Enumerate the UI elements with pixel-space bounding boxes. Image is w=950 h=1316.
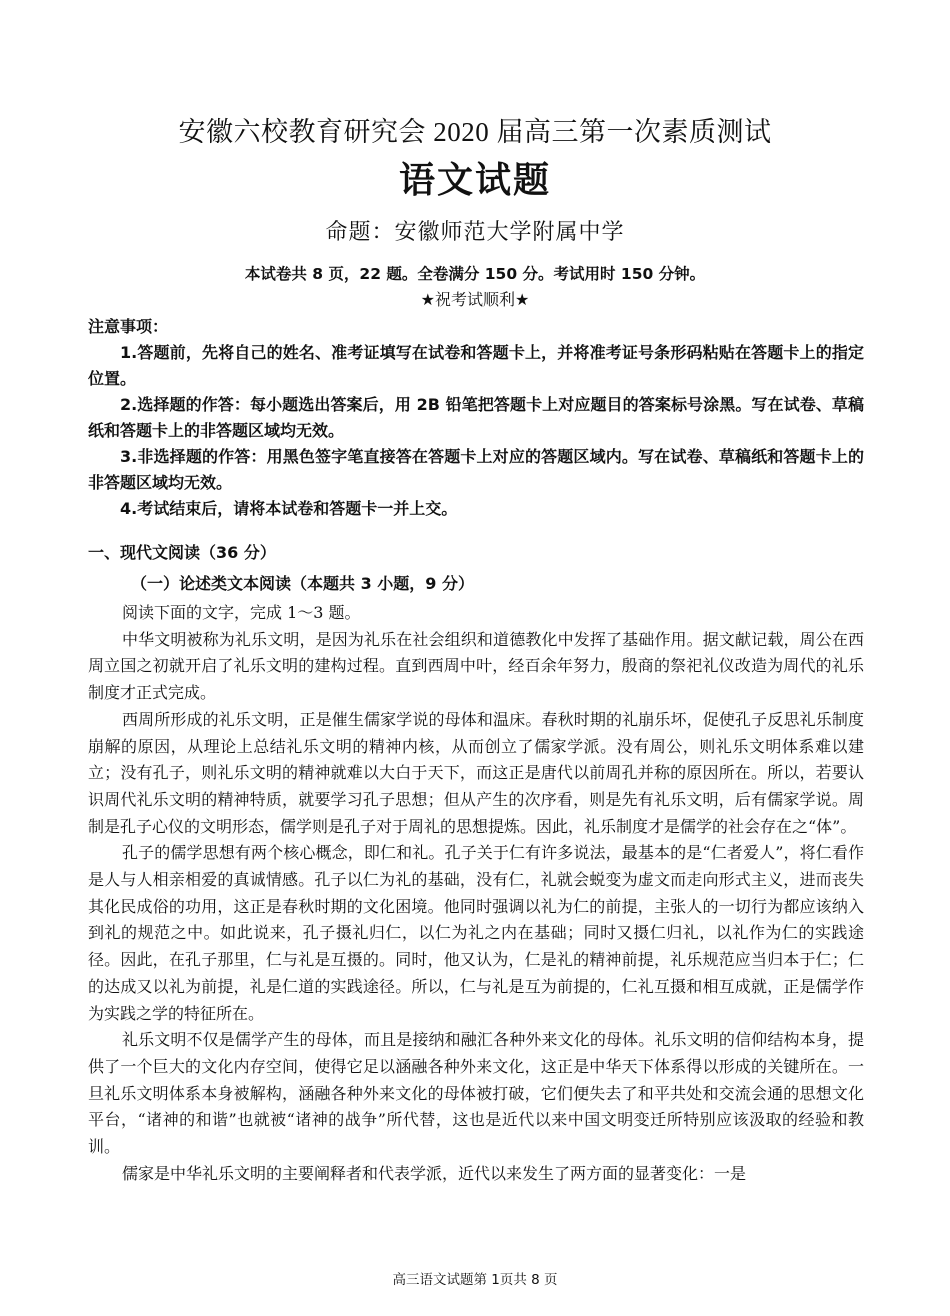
note-item: 2.选择题的作答：每小题选出答案后，用 2B 铅笔把答题卡上对应题目的答案标号涂黑。写在试卷、草稿纸和答题卡上的非答题区域均无效。 [88, 395, 864, 440]
paragraph: 孔子的儒学思想有两个核心概念，即仁和礼。孔子关于仁有许多说法，最基本的是“仁者爱人”，将仁看作是人与人相亲相爱的真诚情感。孔子以仁为礼的基础，没有仁，礼就会蜕变为虚文而走向形式主义，进而丧失其化民成俗的功用，这正是春秋时期的文化困境。他同时强调以礼为仁的前提，主张人的一切行为都应该纳入到礼的规范之中。如此说来，孔子摄礼归仁，以仁为礼之内在基础；同时又摄仁归礼，以礼作为仁的实践途径。因此，在孔子那里，仁与礼是互摄的。同时，他又认为，仁是礼的精神前提，礼乐规范应当归本于仁；仁的达成又以礼为前提，礼是仁道的实践途径。所以，仁与礼是互为前提的，仁礼互摄和相互成就，正是儒学作为实践之学的特征所在。 [88, 843, 864, 1023]
notes-heading: 注意事项： [88, 317, 169, 336]
wish-line: ★祝考试顺利★ [420, 290, 530, 309]
paragraph: 中华文明被称为礼乐文明，是因为礼乐在社会组织和道德教化中发挥了基础作用。据文献记载，周公在西周立国之初就开启了礼乐文明的建构过程。直到西周中叶，经百余年努力，殷商的祭祀礼仪改造为周代的礼乐制度才正式完成。 [88, 629, 864, 703]
note-item: 4.考试结束后，请将本试卷和答题卡一并上交。 [120, 499, 458, 518]
paragraph: 礼乐文明不仅是儒学产生的母体，而且是接纳和融汇各种外来文化的母体。礼乐文明的信仰结构本身，提供了一个巨大的文化内存空间，使得它足以涵融各种外来文化，这正是中华天下体系得以形成的关键所在。一旦礼乐文明体系本身被解构，涵融各种外来文化的母体被打破，它们便失去了和平共处和交流会通的思想文化平台，“诸神的和谐”也就被“诸神的战争”所代替，这也是近代以来中国文明变迁所特别应该汲取的经验和教训。 [88, 1030, 864, 1157]
instruction: 阅读下面的文字，完成 1～3 题。 [122, 603, 361, 622]
note-item: 3.非选择题的作答：用黑色签字笔直接答在答题卡上对应的答题区域内。写在试卷、草稿纸和答题卡上的非答题区域均无效。 [88, 447, 864, 492]
notes-block [88, 314, 864, 522]
note-item: 1.答题前，先将自己的姓名、准考证填写在试卷和答题卡上，并将准考证号条形码粘贴在答题卡上的指定位置。 [88, 343, 864, 388]
exam-title: 安徽六校教育研究会 2020 届高三第一次素质测试 [178, 117, 772, 147]
reading-passage [88, 600, 864, 1187]
section-title: 一、现代文阅读（36 分） [88, 543, 276, 562]
paragraph: 西周所形成的礼乐文明，正是催生儒家学说的母体和温床。春秋时期的礼崩乐坏，促使孔子反思礼乐制度崩解的原因，从理论上总结礼乐文明的精神内核，从而创立了儒家学派。没有周公，则礼乐文明体系难以建立；没有孔子，则礼乐文明的精神就难以大白于天下，而这正是唐代以前周孔并称的原因所在。所以，若要认识周代礼乐文明的精神特质，就要学习孔子思想；但从产生的次序看，则是先有礼乐文明，后有儒家学说。周制是孔子心仪的文明形态，儒学则是孔子对于周礼的思想提炼。因此，礼乐制度才是儒学的社会存在之“体”。 [88, 709, 864, 836]
paragraph: 儒家是中华礼乐文明的主要阐释者和代表学派，近代以来发生了两方面的显著变化：一是 [122, 1163, 747, 1183]
subject-title: 语文试题 [398, 160, 551, 201]
author-line: 命题：安徽师范大学附属中学 [325, 220, 625, 245]
page-footer: 高三语文试题第 1页共 8 页 [392, 1272, 558, 1288]
subsection-title: （一）论述类文本阅读（本题共 3 小题，9 分） [131, 574, 474, 593]
exam-info: 本试卷共 8 页，22 题。全卷满分 150 分。考试用时 150 分钟。 [244, 265, 706, 283]
